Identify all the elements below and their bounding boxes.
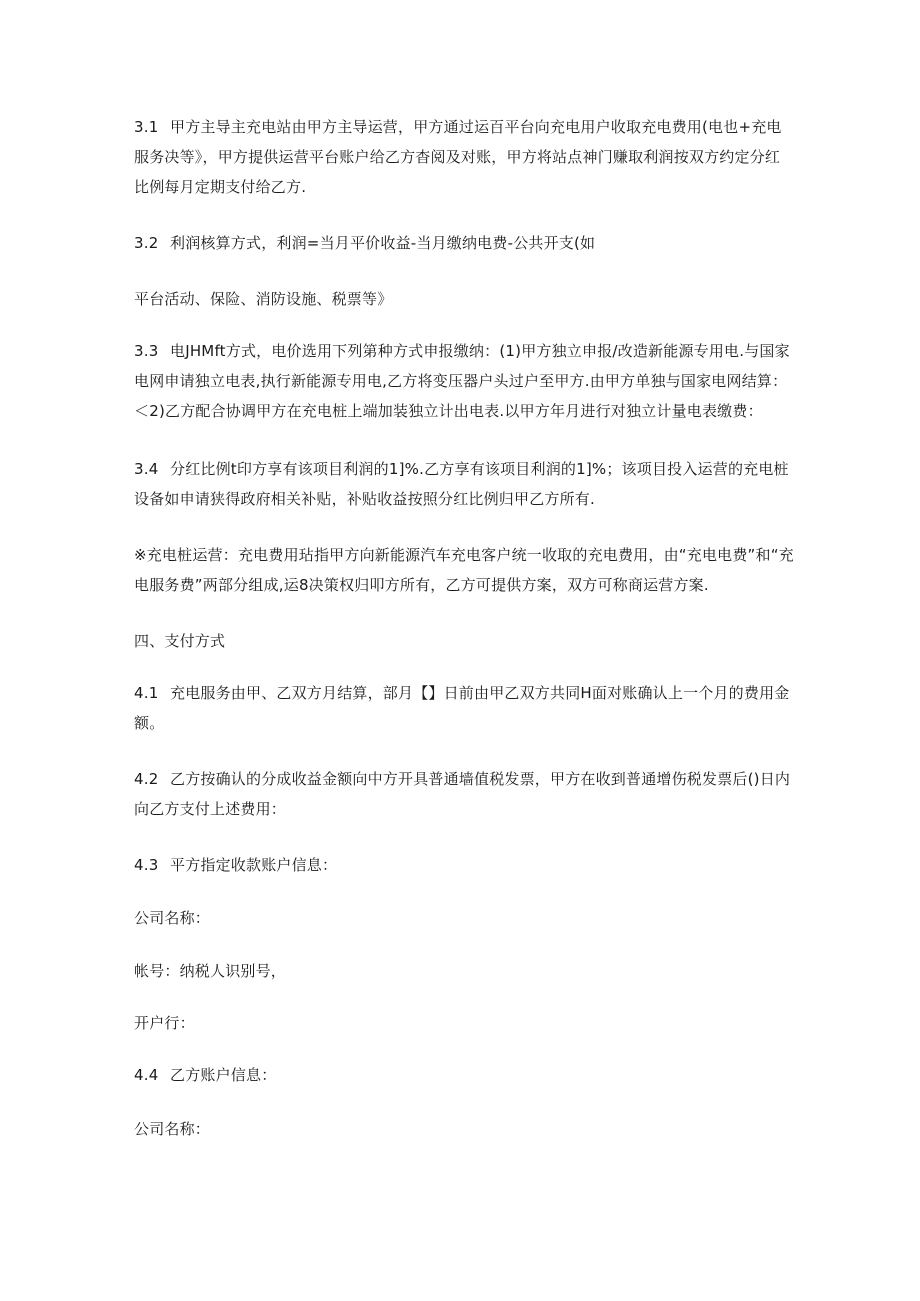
operation-note bbox=[134, 540, 794, 600]
clause-text: 充电服务由甲、乙双方月结算，部月【】日前由甲乙双方共同H面对账确认上一个月的费用金额。 bbox=[134, 684, 790, 732]
field-company-name-party-b bbox=[134, 1114, 794, 1144]
clause-text: 电JHMft方式，电价选用下列第种方式申报缴纳：(1)甲方独立申报/改造新能源专用电.与国家电网申请独立电表,执行新能源专用电,乙方将变压器户头过户至甲方.由甲方单独与国家电网结算：＜2)乙方配合协调甲方在充电桩上端加装独立计出电表.以甲方年月进行对独立计量电表缴费： bbox=[134, 342, 790, 420]
clause-4-4 bbox=[134, 1060, 794, 1090]
clause-4-2 bbox=[134, 764, 794, 824]
field-label: 开户行： bbox=[134, 1014, 195, 1032]
clause-number: 3.2 bbox=[134, 234, 159, 252]
section-heading-payment bbox=[134, 626, 794, 656]
clause-number: 4.1 bbox=[134, 684, 159, 702]
clause-number: 3.1 bbox=[134, 118, 159, 136]
clause-3-2 bbox=[134, 228, 794, 258]
field-account-tax-id bbox=[134, 956, 794, 986]
clause-text: 利润核算方式，利润=当月平价收益-当月缴纳电费-公共开支(如 bbox=[170, 234, 596, 252]
clause-number: 4.4 bbox=[134, 1066, 159, 1084]
clause-number: 3.3 bbox=[134, 342, 159, 360]
clause-4-1 bbox=[134, 678, 794, 738]
field-label: 公司名称： bbox=[134, 909, 211, 927]
clause-text: 乙方账户信息： bbox=[170, 1066, 277, 1084]
clause-4-3 bbox=[134, 850, 794, 880]
clause-text: 甲方主导主充电站由甲方主导运营，甲方通过运百平台向充电用户收取充电费用(电也+充电服务决等》，甲方提供运营平台账户给乙方杳阅及对账，甲方将站点神门赚取利润按双方约定分红比例每月定期支付给乙方. bbox=[134, 118, 782, 196]
field-label: 帐号：纳税人识别号， bbox=[134, 962, 287, 980]
clause-number: 4.3 bbox=[134, 856, 159, 874]
field-company-name-payee bbox=[134, 903, 794, 933]
field-label: 公司名称： bbox=[134, 1120, 211, 1138]
clause-text: 分红比例t印方享有该项目利润的1]%.乙方享有该项目利润的1]%；该项目投入运营的充电桩设备如申请狭得政府相关补贴，补贴收益按照分红比例归甲乙方所有. bbox=[134, 460, 789, 508]
clause-text: 平台活动、保险、消防设施、税票等》 bbox=[134, 290, 393, 308]
clause-3-1 bbox=[134, 112, 794, 202]
clause-number: 4.2 bbox=[134, 770, 159, 788]
clause-text: 平方指定收款账户信息： bbox=[170, 856, 338, 874]
section-heading-text: 四、支付方式 bbox=[134, 632, 226, 650]
clause-3-3 bbox=[134, 336, 794, 426]
clause-3-4 bbox=[134, 454, 794, 514]
note-text: ※充电桩运营：充电费用玷指甲方向新能源汽车充电客户统一收取的充电费用，由“充电电费”和“充电服务费”两部分组成,运8决策权归叩方所有，乙方可提供方案，双方可称商运营方案. bbox=[134, 546, 794, 594]
clause-3-2-continuation bbox=[134, 284, 794, 314]
clause-number: 3.4 bbox=[134, 460, 159, 478]
clause-text: 乙方按确认的分成收益金额向中方开具普通墙值税发票，甲方在收到普通增伤税发票后()日内向乙方支付上述费用： bbox=[134, 770, 791, 818]
field-bank bbox=[134, 1008, 794, 1038]
